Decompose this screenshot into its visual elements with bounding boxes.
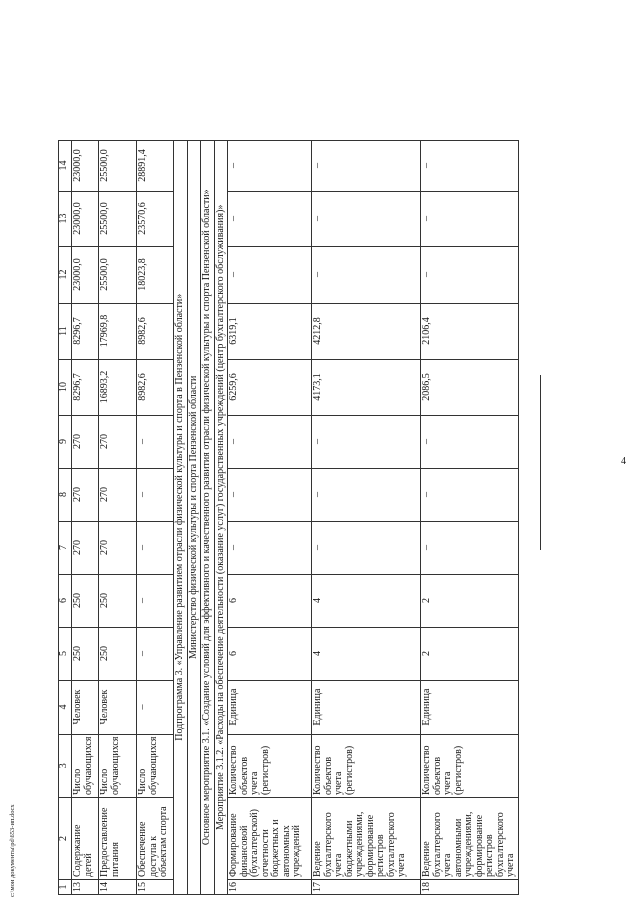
cell-col-14: 23000,0: [72, 140, 99, 191]
table-row: [187, 140, 201, 894]
cell-col-11: 8296,7: [72, 303, 99, 359]
cell-col-10: 8982,6: [137, 359, 174, 415]
cell-col-4: Единица: [421, 680, 519, 734]
cell-col-10: 16893,2: [99, 359, 137, 415]
table-row: [99, 140, 137, 894]
cell-col-7: 270: [72, 521, 99, 574]
cell-col-8: –: [137, 468, 174, 521]
cell-col-5: 2: [421, 627, 519, 680]
cell-col-13: –: [312, 191, 421, 246]
cell-col-13: –: [421, 191, 519, 246]
cell-col-1: 13: [72, 880, 99, 895]
cell-col-1: 16: [228, 880, 312, 895]
cell-col-3: Число обучающихся: [99, 734, 137, 797]
cell-col-3: Количество объектов учета (регистров): [421, 734, 519, 797]
cell-col-14: –: [421, 140, 519, 191]
expenditure-table: [58, 140, 519, 895]
cell-col-12: –: [421, 246, 519, 303]
table-row: [72, 140, 99, 894]
cell-col-5: –: [137, 627, 174, 680]
cell-col-6: 250: [72, 574, 99, 627]
column-number: 8: [59, 468, 72, 521]
cell-col-5: 4: [312, 627, 421, 680]
cell-col-13: 23570,6: [137, 191, 174, 246]
cell-col-14: 25500,0: [99, 140, 137, 191]
cell-col-7: –: [312, 521, 421, 574]
cell-col-2: Ведение бухгалтерского учета автономными учреждениями, формирование регистров бухгалтерского учета: [421, 798, 519, 880]
column-number: 9: [59, 415, 72, 468]
column-number: 3: [59, 734, 72, 797]
span-row-text: Министерство физической культуры и спорта Пензенской области: [187, 140, 201, 894]
column-number: 1: [59, 880, 72, 895]
cell-col-9: –: [228, 415, 312, 468]
cell-col-2: Предоставление питания: [99, 798, 137, 880]
cell-col-11: 6319,1: [228, 303, 312, 359]
table-row: [312, 140, 421, 894]
cell-col-8: 270: [72, 468, 99, 521]
cell-col-6: 250: [99, 574, 137, 627]
cell-col-14: –: [228, 140, 312, 191]
cell-col-14: –: [312, 140, 421, 191]
cell-col-12: 18023,8: [137, 246, 174, 303]
cell-col-3: Число обучающихся: [137, 734, 174, 797]
column-number: 11: [59, 303, 72, 359]
table-row: [137, 140, 174, 894]
cell-col-4: Единица: [228, 680, 312, 734]
cell-col-11: 2106,4: [421, 303, 519, 359]
cell-col-9: –: [137, 415, 174, 468]
cell-col-14: 28891,4: [137, 140, 174, 191]
column-number: 4: [59, 680, 72, 734]
span-row-text: Мероприятие 3.1.2. «Расходы на обеспечение деятельности (оказание услуг) государственных учреждений (центр бухгалтерского обслуживания)»: [214, 140, 228, 894]
span-row-text: Подпрограмма 3. «Управление развитием отрасли физической культуры и спорта в Пензенской области»: [174, 140, 188, 894]
cell-col-8: 270: [99, 468, 137, 521]
cell-col-12: 25500,0: [99, 246, 137, 303]
cell-col-7: 270: [99, 521, 137, 574]
cell-col-11: 4212,8: [312, 303, 421, 359]
cell-col-6: 6: [228, 574, 312, 627]
cell-col-4: –: [137, 680, 174, 734]
cell-col-3: Количество объектов учета (регистров): [228, 734, 312, 797]
cell-col-7: –: [137, 521, 174, 574]
cell-col-2: Формирование финансовой (бухгалтерской) отчетности бюджетных и автономных учреждений: [228, 798, 312, 880]
table-body: [59, 140, 519, 894]
cell-col-12: 23000,0: [72, 246, 99, 303]
column-number: 14: [59, 140, 72, 191]
cell-col-1: 18: [421, 880, 519, 895]
cell-col-9: –: [312, 415, 421, 468]
cell-col-8: –: [228, 468, 312, 521]
cell-col-3: Количество объектов учета (регистров): [312, 734, 421, 797]
table-row: [228, 140, 312, 894]
cell-col-5: 250: [99, 627, 137, 680]
column-number: 7: [59, 521, 72, 574]
cell-col-9: –: [421, 415, 519, 468]
cell-col-7: –: [228, 521, 312, 574]
cell-col-13: –: [228, 191, 312, 246]
cell-col-9: 270: [99, 415, 137, 468]
table-row: [174, 140, 188, 894]
cell-col-1: 14: [99, 880, 137, 895]
cell-col-6: 2: [421, 574, 519, 627]
column-number: 2: [59, 798, 72, 880]
span-row-text: Основное мероприятие 3.1. «Создание условий для эффективного и качественного развития отрасли физической культуры и спорта Пензенской области»: [201, 140, 215, 894]
cell-col-6: –: [137, 574, 174, 627]
page-number: 4: [621, 456, 626, 467]
column-number: 6: [59, 574, 72, 627]
cell-col-8: –: [421, 468, 519, 521]
table-row: [421, 140, 519, 894]
cell-col-5: 6: [228, 627, 312, 680]
cell-col-10: 2086,5: [421, 359, 519, 415]
cell-col-12: –: [312, 246, 421, 303]
cell-col-5: 250: [72, 627, 99, 680]
cell-col-10: 4173,1: [312, 359, 421, 415]
column-number: 5: [59, 627, 72, 680]
column-number: 12: [59, 246, 72, 303]
cell-col-8: –: [312, 468, 421, 521]
cell-col-2: Ведение бухгалтерского учета бюджетными учреждениями, формирование регистров бухгалтерского учета: [312, 798, 421, 880]
cell-col-2: Обеспечение доступа к объектам спорта: [137, 798, 174, 880]
table-row: [201, 140, 215, 894]
cell-col-1: 17: [312, 880, 421, 895]
cell-col-10: 6259,6: [228, 359, 312, 415]
cell-col-9: 270: [72, 415, 99, 468]
cell-col-12: –: [228, 246, 312, 303]
cell-col-1: 15: [137, 880, 174, 895]
cell-col-4: Человек: [72, 680, 99, 734]
column-number: 10: [59, 359, 72, 415]
footer-file-path: c:\мои документы\pd\653-ип.docx: [9, 804, 16, 897]
column-number: 13: [59, 191, 72, 246]
column-number-row: [59, 140, 72, 894]
table-row: [214, 140, 228, 894]
cell-col-11: 8982,6: [137, 303, 174, 359]
cell-col-2: Содержание детей: [72, 798, 99, 880]
cell-col-4: Человек: [99, 680, 137, 734]
cell-col-13: 23000,0: [72, 191, 99, 246]
cell-col-3: Число обучающихся: [72, 734, 99, 797]
signature-line: [540, 375, 541, 550]
cell-col-7: –: [421, 521, 519, 574]
cell-col-6: 4: [312, 574, 421, 627]
cell-col-10: 8296,7: [72, 359, 99, 415]
cell-col-4: Единица: [312, 680, 421, 734]
cell-col-11: 17969,8: [99, 303, 137, 359]
cell-col-13: 25500,0: [99, 191, 137, 246]
